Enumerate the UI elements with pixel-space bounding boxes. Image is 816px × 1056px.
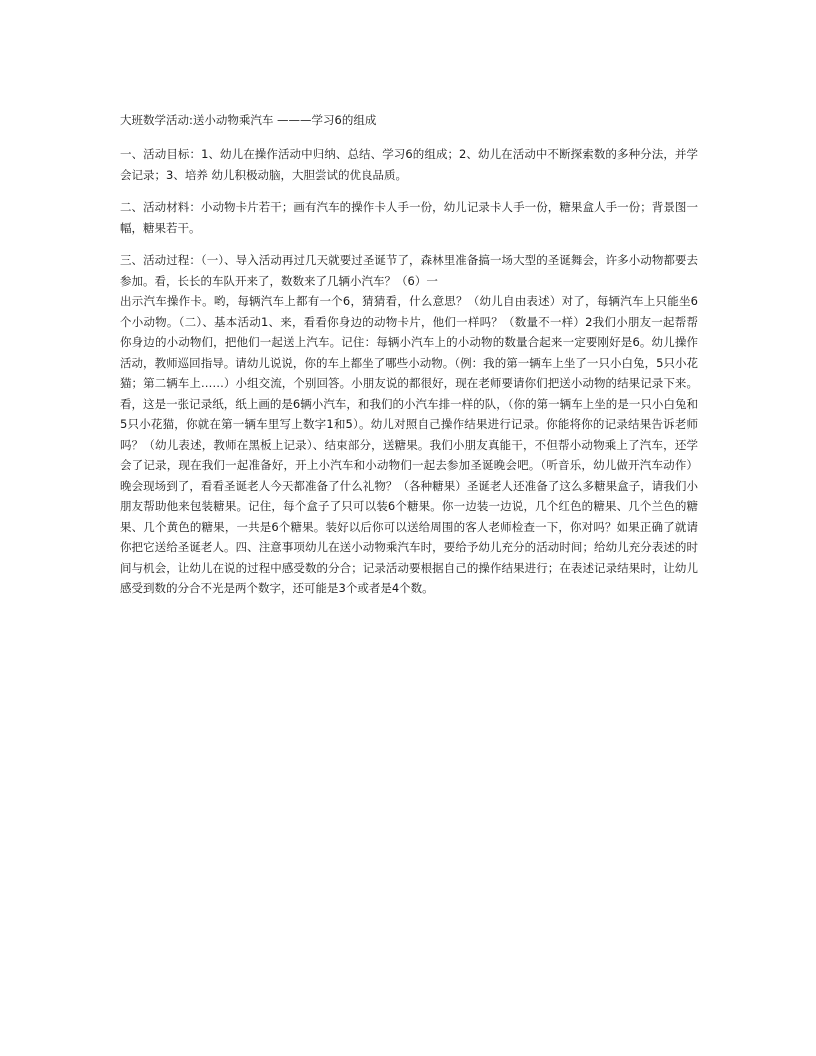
document-page xyxy=(120,110,698,599)
section-process-body: 出示汽车操作卡。哟，每辆汽车上都有一个6，猜猜看，什么意思？（幼儿自由表述）对了，每辆汽车上只能坐6个小动物。（二）、基本活动1、来，看看你身边的动物卡片，他们一样吗？（数量不一样）2我们小朋友一起帮帮你身边的小动物们，把他们一起送上汽车。记住：每辆小汽车上的小动物的数量合起来一定要刚好是6。幼儿操作活动，教师巡回指导。请幼儿说说，你的车上都坐了哪些小动物。（例：我的第一辆车上坐了一只小白兔，5只小花猫；第二辆车上……）小组交流，个别回答。小朋友说的都很好，现在老师要请你们把送小动物的结果记录下来。看，这是一张记录纸，纸上画的是6辆小汽车，和我们的小汽车排一样的队，（你的第一辆车上坐的是一只小白兔和5只小花猫，你就在第一辆车里写上数字1和5）。幼儿对照自己操作结果进行记录。你能将你的记录结果告诉老师吗？（幼儿表述，教师在黑板上记录）、结束部分，送糖果。我们小朋友真能干，不但帮小动物乘上了汽车，还学会了记录，现在我们一起准备好，开上小汽车和小动物们一起去参加圣诞晚会吧。（听音乐，幼儿做开汽车动作）晚会现场到了，看看圣诞老人今天都准备了什么礼物？（各种糖果）圣诞老人还准备了这么多糖果盒子，请我们小朋友帮助他来包装糖果。记住，每个盒子了只可以装6个糖果。你一边装一边说，几个红色的糖果、几个兰色的糖果、几个黄色的糖果，一共是6个糖果。装好以后你可以送给周围的客人老师检查一下，你对吗？如果正确了就请你把它送给圣诞老人。四、注意事项幼儿在送小动物乘汽车时，要给予幼儿充分的活动时间；给幼儿充分表述的时间与机会，让幼儿在说的过程中感受数的分合；记录活动要根据自己的操作结果进行；在表述记录结果时，让幼儿感受到数的分合不光是两个数字，还可能是3个或者是4个数。 xyxy=(120,294,698,595)
section-process-intro: 三、活动过程：（一）、导入活动再过几天就要过圣诞节了，森林里准备搞一场大型的圣诞舞会，许多小动物都要去参加。看，长长的车队开来了，数数来了几辆小汽车？（6）一 xyxy=(120,253,698,288)
document-title: 大班数学活动:送小动物乘汽车 ———学习6的组成 xyxy=(120,113,377,127)
section-materials: 二、活动材料：小动物卡片若干；画有汽车的操作卡人手一份，幼儿记录卡人手一份，糖果盒人手一份；背景图一幅，糖果若干。 xyxy=(120,200,698,235)
section-goals: 一、活动目标：1、幼儿在操作活动中归纳、总结、学习6的组成；2、幼儿在活动中不断探索数的多种分法，并学会记录；3、培养 幼儿积极动脑，大胆尝试的优良品质。 xyxy=(120,147,698,182)
